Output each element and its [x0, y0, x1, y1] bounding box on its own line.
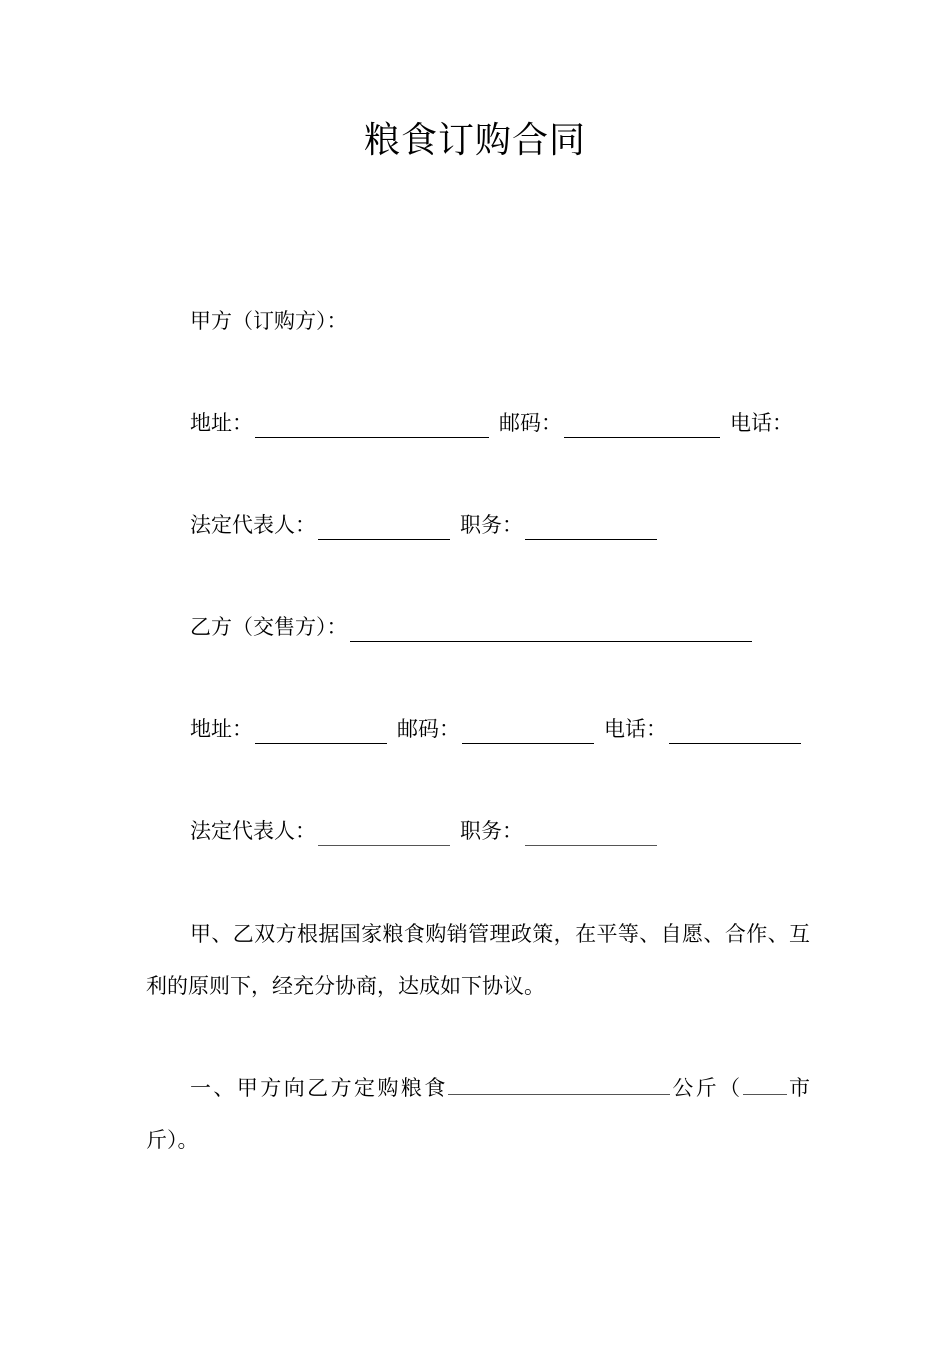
party-b-address-field[interactable] [255, 719, 387, 744]
party-a-postcode-label: 邮码： [499, 411, 562, 435]
party-a-address-field[interactable] [255, 413, 489, 438]
party-b-position-label: 职务： [460, 819, 523, 843]
party-b-postcode-field[interactable] [462, 719, 594, 744]
clause-1-paragraph [146, 1062, 810, 1166]
party-b-line [190, 612, 762, 642]
grain-quantity-jin-field[interactable] [743, 1070, 787, 1095]
party-b-legal-rep-field[interactable] [318, 821, 450, 846]
party-a-line [190, 306, 348, 336]
clause-1-prefix: 一、甲方向乙方定购粮食 [190, 1076, 448, 1100]
party-a-legal-rep-field[interactable] [318, 515, 450, 540]
party-b-contact-line [190, 714, 801, 744]
party-b-postcode-label: 邮码： [397, 717, 460, 741]
grain-quantity-kg-field[interactable] [448, 1070, 670, 1095]
party-a-phone-label: 电话： [730, 411, 793, 435]
clause-1-unit-kg: 公斤（ [669, 1076, 743, 1100]
party-b-position-field[interactable] [525, 821, 657, 846]
party-b-label: 乙方（交售方）： [190, 615, 348, 639]
party-a-position-label: 职务： [460, 513, 523, 537]
party-b-address-label: 地址： [190, 717, 253, 741]
party-a-address-label: 地址： [190, 411, 253, 435]
party-a-position-field[interactable] [525, 515, 657, 540]
preamble-paragraph: 甲、乙双方根据国家粮食购销管理政策，在平等、自愿、合作、互利的原则下，经充分协商，达成如下协议。 [146, 922, 810, 998]
party-a-rep-line [190, 510, 667, 540]
party-b-phone-label: 电话： [604, 717, 667, 741]
party-a-label: 甲方（订购方）： [190, 309, 348, 333]
party-a-contact-line [190, 408, 793, 438]
party-a-legal-rep-label: 法定代表人： [190, 513, 316, 537]
party-b-rep-line [190, 816, 667, 846]
party-b-phone-field[interactable] [669, 719, 801, 744]
party-a-postcode-field[interactable] [564, 413, 720, 438]
clause-1-unit-jin: 市斤）。 [146, 1076, 810, 1152]
document-title: 粮食订购合同 [363, 120, 586, 161]
party-b-legal-rep-label: 法定代表人： [190, 819, 316, 843]
party-b-name-field[interactable] [350, 617, 752, 642]
